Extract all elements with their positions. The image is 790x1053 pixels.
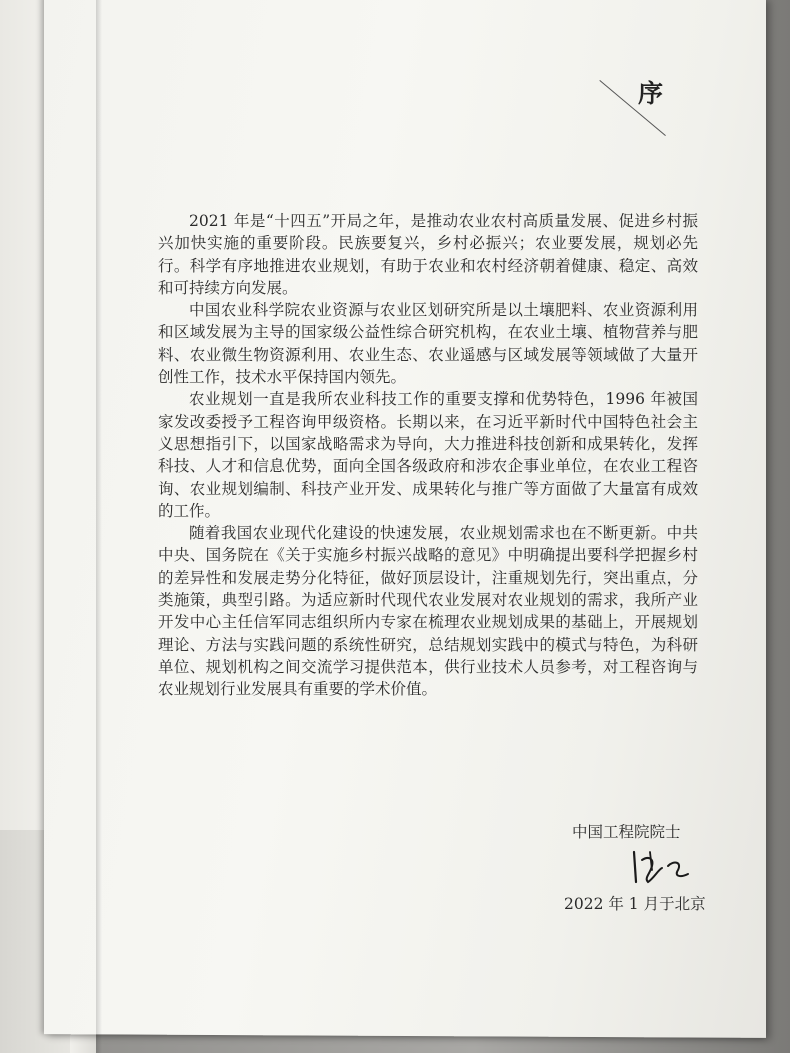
page-title: 序 bbox=[638, 79, 665, 108]
signature-date: 2022 年 1 月于北京 bbox=[564, 895, 706, 913]
paragraph-1: 2021 年是“十四五”开局之年，是推动农业农村高质量发展、促进乡村振兴加快实施的重要阶段。民族要复兴，乡村必振兴；农业要发展，规划必先行。科学有序地推进农业规划，有助于农业和农村经济朝着健康、稳定、高效和可持续方向发展。 bbox=[158, 212, 698, 297]
paragraph-3: 农业规划一直是我所农业科技工作的重要支撑和优势特色，1996 年被国家发改委授予工程咨询甲级资格。长期以来，在习近平新时代中国特色社会主义思想指引下，以国家战略需求为导向，大力推进科技创新和成果转化，发挥科技、人才和信息优势，面向全国各级政府和涉农企事业单位，在农业工程咨询、农业规划编制、科技产业开发、成果转化与推广等方面做了大量富有成效的工作。 bbox=[158, 390, 698, 520]
signer-title: 中国工程院院士 bbox=[572, 823, 681, 841]
preface-body bbox=[158, 210, 698, 701]
paragraph-2: 中国农业科学院农业资源与农业区划研究所是以土壤肥料、农业资源利用和区域发展为主导的国家级公益性综合研究机构，在农业土壤、植物营养与肥料、农业微生物资源利用、农业生态、农业遥感与区域发展等领域做了大量开创性工作，技术水平保持国内领先。 bbox=[158, 301, 698, 387]
paragraph-4: 随着我国农业现代化建设的快速发展，农业规划需求也在不断更新。中共中央、国务院在《关于实施乡村振兴战略的意见》中明确提出要科学把握乡村的差异性和发展走势分化特征，做好顶层设计，注重规划先行，突出重点，分类施策，典型引路。为适应新时代现代农业发展对农业规划的需求，我所产业开发中心主任信军同志组织所内专家在梳理农业规划成果的基础上，开展规划理论、方法与实践问题的系统性研究，总结规划实践中的模式与特色，为科研单位、规划机构之间交流学习提供范本，供行业技术人员参考，对工程咨询与农业规划行业发展具有重要的学术价值。 bbox=[158, 524, 698, 699]
page-fold-shadow bbox=[96, 0, 102, 1053]
handwritten-signature bbox=[628, 848, 708, 888]
